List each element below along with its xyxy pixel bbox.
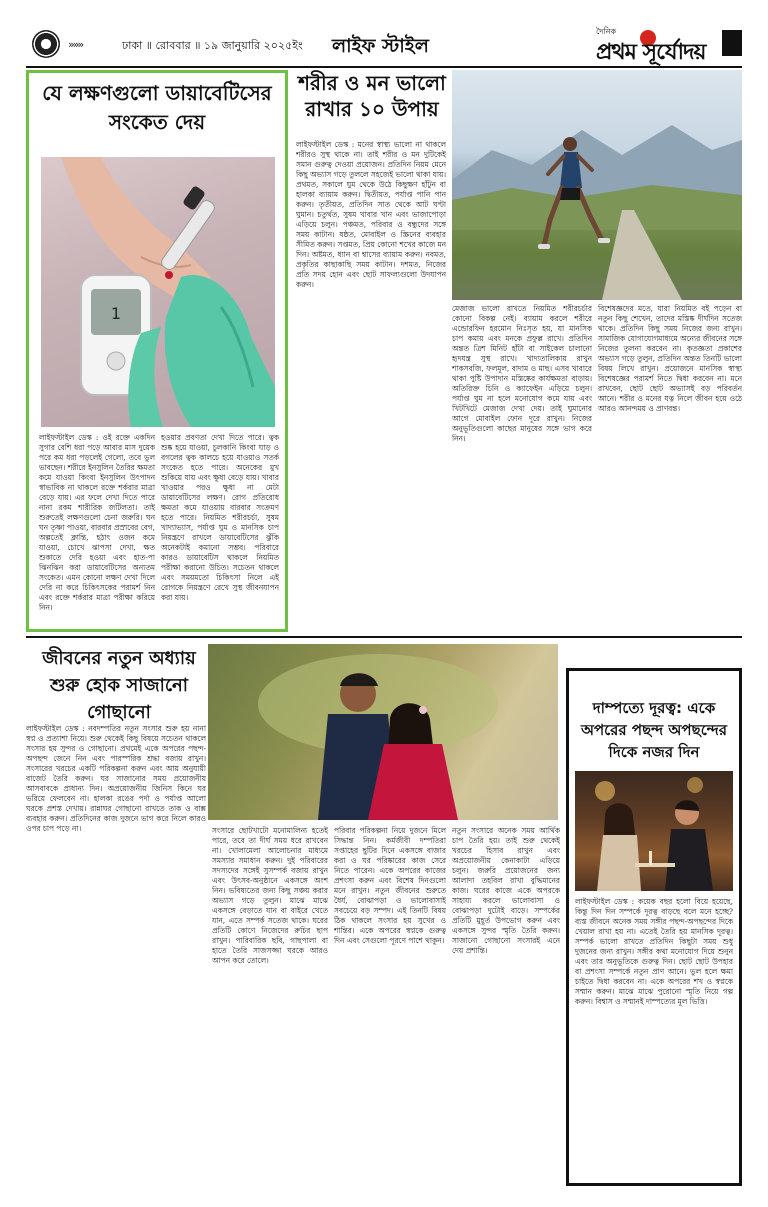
distance-article: [566, 668, 742, 1186]
mind-body-col3: বিশেষজ্ঞদের মতে, যারা নিয়মিত বই পড়েন বা নতুন কিছু শেখেন, তাদের মস্তিষ্ক দীর্ঘদিন সতেজ থাকে। প্রতিদিন কিছু সময় নিজের জন্য রাখুন। সামাজিক যোগাযোগমাধ্যমে অন্যের জীবনের সঙ্গে নিজের তুলনা করবেন না। কৃতজ্ঞতা প্রকাশের অভ্যাস গড়ে তুলুন, প্রতিদিন অন্তত তিনটি ভালো বিষয় লিখে রাখুন। প্রয়োজনে মানসিক স্বাস্থ্য বিশেষজ্ঞের পরামর্শ নিতে দ্বিধা করবেন না। মনে রাখবেন, ছোট ছোট অভ্যাসই বড় পরিবর্তন আনে। শরীর ও মনের যত্ন নিলে জীবন হয়ে ওঠে আরও আনন্দময় ও প্রাণবন্ত।: [598, 304, 742, 413]
new-chapter-col2: সংসারে ছোটখাটো মনোমালিন্য হতেই পারে, তবে তা দীর্ঘ সময় ধরে রাখবেন না। খোলামেলা আলোচনার মাধ্যমে সমস্যার সমাধান করুন। দুই পরিবারের সদস্যদের সঙ্গেই সুসম্পর্ক বজায় রাখুন এবং উৎসব-অনুষ্ঠানে একসঙ্গে অংশ নিন। ভবিষ্যতের জন্য কিছু সঞ্চয় করার অভ্যাস গড়ে তুলুন। মাঝে মাঝে একসঙ্গে বেড়াতে যান বা বাইরে খেতে যান, এতে সম্পর্ক সতেজ থাকে। ঘরের প্রতিটি কোণে নিজেদের রুচির ছাপ রাখুন। পারিবারিক ছবি, গাছপালা বা হাতে তৈরি সাজসজ্জা ঘরকে আরও আপন করে তোলে।: [212, 826, 328, 965]
diabetes-article: [26, 70, 288, 632]
dinner-couple-illustration: [575, 771, 733, 891]
corner-flag-icon: [722, 30, 742, 56]
logo-title: প্রথম সূর্যোদয়: [596, 40, 706, 65]
page-header: [26, 26, 742, 66]
svg-text:1: 1: [110, 304, 122, 323]
mind-body-col1: লাইফস্টাইল ডেস্ক : মনের স্বাস্থ্য ভালো না থাকলে শরীরও সুস্থ থাকে না। তাই শরীর ও মন দুটিকেই সমান গুরুত্ব দেওয়া প্রয়োজন। প্রতিদিন নিয়ম মেনে কিছু অভ্যাস গড়ে তুললে সহজেই ভালো থাকা যায়। প্রথমত, সকালে ঘুম থেকে উঠে কিছুক্ষণ হাঁটুন বা হালকা ব্যায়াম করুন। দ্বিতীয়ত, পর্যাপ্ত পানি পান করুন। তৃতীয়ত, প্রতিদিন সাত থেকে আট ঘণ্টা ঘুমান। চতুর্থত, সুষম খাবার খান এবং ভাজাপোড়া এড়িয়ে চলুন। পঞ্চমত, পরিবার ও বন্ধুদের সঙ্গে সময় কাটান। ষষ্ঠত, মোবাইল ও স্ক্রিনের ব্যবহার সীমিত করুন। সপ্তমত, প্রিয় কোনো শখের কাজে মন দিন। অষ্টমত, ধ্যান বা শ্বাসের ব্যায়াম করুন। নবমত, প্রকৃতির কাছাকাছি সময় কাটান। দশমত, নিজের প্রতি সদয় হোন এবং ছোট সাফল্যগুলো উদযাপন করুন।: [296, 140, 446, 289]
new-chapter-col4: নতুন সংসারে অনেক সময় আর্থিক চাপ তৈরি হয়। তাই শুরু থেকেই খরচের হিসাব রাখুন এবং অপ্রয়োজনীয় কেনাকাটা এড়িয়ে চলুন। জরুরি প্রয়োজনের জন্য আলাদা তহবিল রাখা বুদ্ধিমানের কাজ। ঘরের কাজে একে অপরকে সাহায্য করলে ভালোবাসা ও বোঝাপড়া দুটোই বাড়ে। সম্পর্কের প্রতিটি মুহূর্ত উপভোগ করুন এবং একসঙ্গে সুন্দর স্মৃতি তৈরি করুন। সাজানো গোছানো সংসারই এনে দেয় প্রশান্তি।: [452, 826, 560, 955]
section-divider: [26, 636, 742, 638]
dinner-couple-photo: [575, 771, 733, 891]
couple-illustration: [208, 644, 558, 820]
header-rule: [26, 66, 742, 68]
issue-date: ঢাকা ॥ রোববার ॥ ১৯ জানুয়ারি ২০২৫ইং: [122, 39, 303, 52]
mind-body-headline: শরীর ও মন ভালো রাখার ১০ উপায়: [298, 71, 446, 121]
mind-body-col2: মেজাজ ভালো রাখতে নিয়মিত শরীরচর্চার কোনো বিকল্প নেই। ব্যায়াম করলে শরীরে এন্ডোরফিন হরমোন নিঃসৃত হয়, যা মানসিক চাপ কমায় এবং মনকে প্রফুল্ল রাখে। প্রতিদিন অন্তত ত্রিশ মিনিট হাঁটা বা সাইকেল চালানো হৃদযন্ত্র সুস্থ রাখে। খাদ্যতালিকায় রাখুন শাকসবজি, ফলমূল, বাদাম ও মাছ। এসব খাবারে থাকা পুষ্টি উপাদান মস্তিষ্কের কার্যক্ষমতা বাড়ায়। অতিরিক্ত চিনি ও ক্যাফেইন এড়িয়ে চলুন। পর্যাপ্ত ঘুম না হলে মনোযোগ কমে যায় এবং খিটখিটে মেজাজ দেখা দেয়। তাই ঘুমানোর আগে মোবাইল ফোন দূরে রাখুন। নিজের অনুভূতিগুলো কাছের মানুষের সঙ্গে ভাগ করে নিন।: [452, 304, 592, 443]
diabetes-headline: যে লক্ষণগুলো ডায়াবেটিসের সংকেত দেয়: [42, 81, 272, 134]
diabetes-body-col2: হওয়ার প্রবণতা দেখা দিতে পারে। ত্বক শুষ্ক হয়ে যাওয়া, চুলকানি কিংবা ঘাড় ও বগলের ত্বক কালচে হয়ে যাওয়াও সতর্ক সংকেত হতে পারে। অনেকের মুখ শুকিয়ে যায় এবং ক্ষুধা বেড়ে যায়। খাবার খাওয়ার পরও ক্ষুধা না মেটা ডায়াবেটিসের লক্ষণ। রোগ প্রতিরোধ ক্ষমতা কমে যাওয়ায় বারবার সংক্রমণ হতে পারে। নিয়মিত শরীরচর্চা, সুষম খাদ্যাভ্যাস, পর্যাপ্ত ঘুম ও মানসিক চাপ নিয়ন্ত্রণে রাখলে ডায়াবেটিসের ঝুঁকি অনেকটাই কমানো সম্ভব। পরিবারে কারও ডায়াবেটিস থাকলে নিয়মিত পরীক্ষা করানো উচিত। সচেতন থাকলে এবং সময়মতো চিকিৎসা নিলে এই রোগকে নিয়ন্ত্রণে রেখে সুস্থ জীবনযাপন করা যায়।: [161, 433, 279, 602]
logo-subtitle: দৈনিক: [596, 27, 617, 36]
runner-photo: [452, 70, 742, 300]
runner-illustration: [452, 70, 742, 300]
double-chevron-icon: »»»: [68, 38, 83, 51]
distance-headline: দাম্পত্যে দূরত্ব: একে অপরের পছন্দ অপছন্দের দিকে নজর দিন: [580, 699, 728, 761]
diabetes-body-col1: লাইফস্টাইল ডেস্ক : ওই রক্তে একদিন সুগার বেশি ধরা পড়ে আবার মাস দুয়েক পরে কম ধরা পড়লেই গেলো, তবে ভুল ভাবছেন। শরীরে ইনসুলিন তৈরির ক্ষমতা কমে যাওয়া কিংবা ইনসুলিন উৎপাদন স্বাভাবিক না থাকলে রক্তে শর্করার মাত্রা বেড়ে যায়। এর ফলে দেখা দিতে পারে নানা রকম শারীরিক জটিলতা। তাই শুরুতেই লক্ষণগুলো চেনা জরুরি। ঘন ঘন তৃষ্ণা পাওয়া, বারবার প্রস্রাবের বেগ, অল্পতেই ক্লান্তি, হঠাৎ ওজন কমে যাওয়া, চোখে ঝাপসা দেখা, ক্ষত শুকাতে দেরি হওয়া এবং হাত-পা ঝিনঝিন করা ডায়াবেটিসের অন্যতম সংকেত। এমন কোনো লক্ষণ দেখা দিলে দেরি না করে চিকিৎসকের পরামর্শ নিন এবং রক্তে শর্করার মাত্রা পরীক্ষা করিয়ে নিন।: [39, 433, 155, 612]
section-title: লাইফ স্টাইল: [332, 35, 429, 57]
couple-photo: [208, 644, 558, 820]
sun-emblem-icon: [32, 30, 60, 58]
glucose-meter-illustration: [41, 157, 275, 427]
new-chapter-col1: লাইফস্টাইল ডেস্ক : নবদম্পতির নতুন সংসার শুরু হয় নানা স্বপ্ন ও প্রত্যাশা নিয়ে। শুরু থেকেই কিছু বিষয়ে সচেতন থাকলে সংসার হয় সুন্দর ও গোছানো। প্রথমেই একে অপরের পছন্দ-অপছন্দ জেনে নিন এবং পারস্পরিক শ্রদ্ধা বজায় রাখুন। সংসারের খরচের একটি পরিকল্পনা করুন এবং আয় অনুযায়ী বাজেট তৈরি করুন। ঘর সাজানোর সময় প্রয়োজনীয় আসবাবকে প্রাধান্য দিন। অপ্রয়োজনীয় জিনিস কিনে ঘর ভরিয়ে ফেলবেন না। হালকা রঙের পর্দা ও পর্যাপ্ত আলো ঘরকে প্রশস্ত দেখায়। রান্নাঘর গোছানো রাখতে তাক ও বাক্স ব্যবহার করুন। প্রতিদিনের কাজ দুজনে ভাগ করে নিলে কারও ওপর চাপ পড়ে না।: [26, 724, 206, 833]
new-chapter-col3: পরিবার পরিকল্পনা নিয়ে দুজনে মিলে সিদ্ধান্ত নিন। কর্মজীবী দম্পতিরা সপ্তাহের ছুটির দিনে একসঙ্গে বাজার করা ও ঘর পরিষ্কারের কাজ সেরে নিতে পারেন। একে অপরের কাজের প্রশংসা করুন এবং বিশেষ দিনগুলো মনে রাখুন। নতুন জীবনের শুরুতে ধৈর্য, বোঝাপড়া ও ভালোবাসাই সবচেয়ে বড় সম্পদ। এই তিনটি বিষয় ঠিক থাকলে সংসার হয় সুখের ও শান্তির। একে অপরের স্বপ্নকে গুরুত্ব দিন এবং সেগুলো পূরণে পাশে থাকুন।: [334, 826, 446, 945]
distance-body: লাইফস্টাইল ডেস্ক : কয়েক বছর হলো বিয়ে হয়েছে, কিন্তু দিন দিন সম্পর্কে দূরত্ব বাড়ছে বলে মনে হচ্ছে? ব্যস্ত জীবনে অনেক সময় সঙ্গীর পছন্দ-অপছন্দের দিকে খেয়াল রাখা হয় না। এতেই তৈরি হয় মানসিক দূরত্ব। সম্পর্ক ভালো রাখতে প্রতিদিন কিছুটা সময় শুধু দুজনের জন্য রাখুন। সঙ্গীর কথা মনোযোগ দিয়ে শুনুন এবং তার অনুভূতিকে গুরুত্ব দিন। ছোট ছোট উপহার বা প্রশংসা সম্পর্কে নতুন প্রাণ আনে। ভুল হলে ক্ষমা চাইতে দ্বিধা করবেন না। একে অপরের শখ ও স্বপ্নকে সম্মান করুন। মাঝে মাঝে পুরোনো স্মৃতি নিয়ে গল্প করুন। বিশ্বাস ও সম্মানই দাম্পত্যের মূল ভিত্তি।: [575, 897, 733, 1006]
glucose-meter-photo: [41, 157, 275, 427]
new-chapter-headline: জীবনের নতুন অধ্যায় শুরু হোক সাজানো গোছানো: [42, 648, 196, 723]
newspaper-logo: [596, 26, 714, 64]
